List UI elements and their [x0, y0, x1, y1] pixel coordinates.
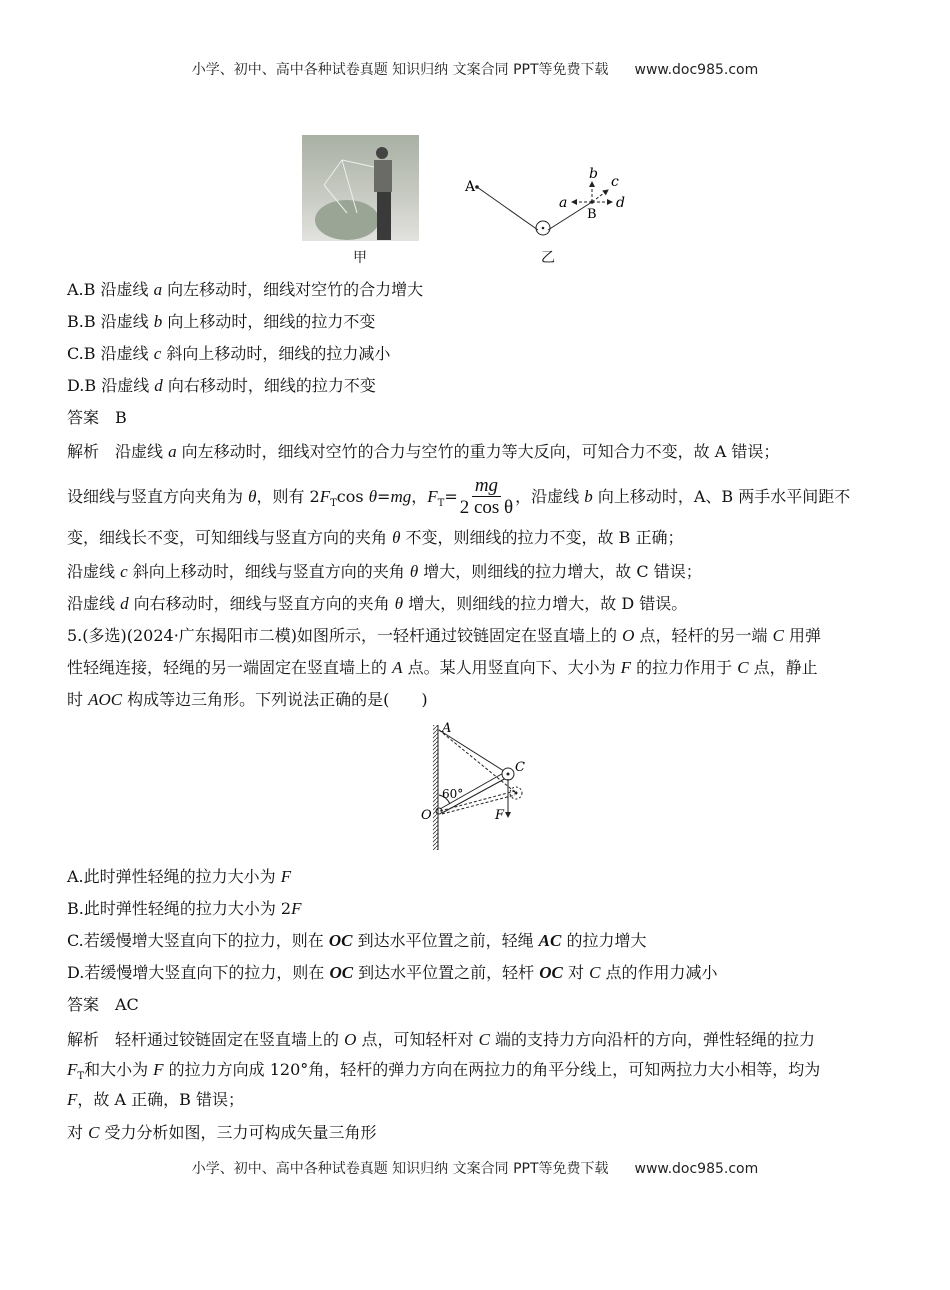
- label-A: A: [442, 721, 452, 736]
- q4-analysis-3: [67, 562, 702, 582]
- math-symbol: c: [120, 562, 128, 581]
- math-symbol: F: [153, 1060, 164, 1079]
- label-a: a: [559, 195, 568, 211]
- q5-options-3: [67, 963, 718, 983]
- math-symbol: C: [88, 1123, 100, 1142]
- q4-analysis-4: [67, 594, 687, 614]
- math-symbol: C: [772, 626, 784, 645]
- q5-analysis-0: [67, 1030, 815, 1050]
- q4-options-3: [67, 376, 376, 396]
- q4-options-2: [67, 344, 390, 364]
- q5-options-2: [67, 931, 646, 951]
- math-symbol: F: [291, 899, 302, 918]
- header-url[interactable]: www.doc985.com: [634, 62, 759, 78]
- q5-analysis-1: [67, 1060, 820, 1087]
- label-angle-60: 60°: [442, 787, 464, 801]
- text-run: 的拉力增大: [561, 931, 647, 950]
- label-C: C: [515, 760, 525, 775]
- math-symbol: a: [168, 442, 177, 461]
- q5-options-1: [67, 899, 302, 919]
- subscript: T: [77, 1071, 85, 1083]
- page-footer: [0, 1158, 950, 1178]
- footer-url[interactable]: www.doc985.com: [634, 1161, 759, 1177]
- q5-stem-1: [67, 658, 818, 678]
- text-run: 沿虚线: [67, 562, 121, 581]
- footer-text: 小学、初中、高中各种试卷真题 知识归纳 文案合同 PPT等免费下载: [191, 1161, 609, 1177]
- text-run: C.B 沿虚线: [67, 344, 154, 363]
- q4-analysis-2: [67, 528, 683, 548]
- text-run: 和大小为: [84, 1060, 154, 1079]
- text-run: =: [444, 487, 458, 506]
- math-symbol: θ: [368, 487, 378, 506]
- text-run: 答案 AC: [67, 995, 139, 1014]
- math-symbol: θ: [394, 594, 404, 613]
- label-b: b: [589, 166, 598, 182]
- text-run: 向右移动时，细线与竖直方向的夹角: [128, 594, 395, 613]
- label-O: O: [421, 808, 432, 823]
- text-run: B.此时弹性轻绳的拉力大小为 2: [67, 899, 292, 918]
- fraction: $\frac{mg}{\text{2 cos θ}}$: [459, 475, 514, 518]
- text-run: 增大，则细线的拉力增大，故 D 错误。: [403, 594, 688, 613]
- text-run: 构成等边三角形。下列说法正确的是( ): [122, 690, 428, 709]
- text-run: D.若缓慢增大竖直向下的拉力，则在: [67, 963, 330, 982]
- text-run: 性轻绳连接，轻绳的另一端固定在竖直墙上的: [67, 658, 393, 677]
- label-F: F: [495, 808, 505, 823]
- math-symbol: O: [344, 1030, 357, 1049]
- q5-options-0: [67, 867, 291, 887]
- q5-answer: [67, 995, 139, 1015]
- math-symbol: a: [153, 280, 163, 299]
- text-run: 5.(多选)(2024·广东揭阳市二模)如图所示，一轻杆通过铰链固定在竖直墙上的: [67, 626, 623, 645]
- math-symbol: AC: [538, 931, 562, 950]
- photo-diabolo-player: [302, 135, 419, 241]
- q4-answer: [67, 408, 127, 428]
- math-symbol: C: [589, 963, 601, 982]
- text-run: ，: [411, 487, 428, 506]
- text-run: 向右移动时，细线的拉力不变: [162, 376, 376, 395]
- text-run: 斜向上移动时，细线与竖直方向的夹角: [127, 562, 410, 581]
- text-run: 变，细线长不变，可知细线与竖直方向的夹角: [67, 528, 393, 547]
- math-symbol: AOC: [88, 690, 123, 709]
- text-run: 点，轻杆的另一端: [634, 626, 773, 645]
- text-run: 的拉力方向成 120°角，轻杆的弹力方向在两拉力的角平分线上，可知两拉力大小相等，均为: [163, 1060, 821, 1079]
- text-run: 不变，则细线的拉力不变，故 B 正确；: [400, 528, 684, 547]
- text-run: 向左移动时，细线对空竹的合力增大: [162, 280, 424, 299]
- math-symbol: F: [427, 487, 438, 506]
- text-run: A.B 沿虚线: [67, 280, 154, 299]
- text-run: 用弹: [783, 626, 822, 645]
- diagram-yi: [460, 160, 660, 270]
- text-run: =: [377, 487, 391, 506]
- text-run: 点。某人用竖直向下、大小为: [402, 658, 621, 677]
- math-symbol: d: [120, 594, 129, 613]
- q5-analysis-3: [67, 1123, 377, 1143]
- math-symbol: O: [622, 626, 635, 645]
- text-run: 对: [562, 963, 590, 982]
- label-c: c: [611, 174, 619, 190]
- q4-analysis-0: [67, 442, 779, 462]
- math-symbol: F: [67, 1090, 78, 1109]
- text-run: 向左移动时，细线对空竹的合力与空竹的重力等大反向，可知合力不变，故 A 错误；: [176, 442, 780, 461]
- label-d: d: [616, 195, 625, 211]
- math-symbol: A: [392, 658, 403, 677]
- text-run: ，故 A 正确，B 错误；: [77, 1090, 244, 1109]
- math-symbol: d: [154, 376, 163, 395]
- text-run: 到达水平位置之前，轻绳: [352, 931, 539, 950]
- math-symbol: b: [584, 487, 593, 506]
- text-run: 点，静止: [748, 658, 818, 677]
- diagram-rod-rope: [400, 715, 550, 855]
- caption-jia: 甲: [353, 250, 367, 266]
- text-run: C.若缓慢增大竖直向下的拉力，则在: [67, 931, 329, 950]
- text-run: D.B 沿虚线: [67, 376, 155, 395]
- text-run: 受力分析如图，三力可构成矢量三角形: [99, 1123, 377, 1142]
- label-B: B: [587, 207, 597, 222]
- math-symbol: F: [280, 867, 292, 886]
- label-A: A: [465, 179, 476, 195]
- text-run: 增大，则细线的拉力增大，故 C 错误；: [418, 562, 702, 581]
- text-run: cos: [336, 487, 369, 506]
- math-symbol: b: [153, 312, 163, 331]
- text-run: 的拉力作用于: [631, 658, 738, 677]
- math-symbol: c: [153, 344, 162, 363]
- text-run: ，沿虚线: [515, 487, 585, 506]
- math-symbol: OC: [539, 963, 563, 982]
- text-run: 沿虚线: [67, 594, 121, 613]
- math-symbol: θ: [392, 528, 401, 547]
- math-symbol: θ: [409, 562, 419, 581]
- header-text: 小学、初中、高中各种试卷真题 知识归纳 文案合同 PPT等免费下载: [191, 62, 609, 78]
- q5-stem-2: [67, 690, 428, 710]
- text-run: 时: [67, 690, 89, 709]
- text-run: A.此时弹性轻绳的拉力大小为: [67, 867, 281, 886]
- math-symbol: F: [67, 1060, 78, 1079]
- q5-analysis-2: [67, 1090, 244, 1110]
- text-run: 解析 沿虚线: [67, 442, 169, 461]
- math-symbol: OC: [329, 963, 354, 982]
- text-run: 设细线与竖直方向夹角为: [67, 487, 249, 506]
- page-header: [0, 59, 950, 79]
- math-symbol: OC: [328, 931, 353, 950]
- text-run: 解析 轻杆通过铰链固定在竖直墙上的: [67, 1030, 345, 1049]
- text-run: 斜向上移动时，细线的拉力减小: [161, 344, 391, 363]
- q4-options-1: [67, 312, 375, 332]
- math-symbol: θ: [248, 487, 257, 506]
- text-run: 点，可知轻杆对: [356, 1030, 479, 1049]
- math-symbol: F: [319, 487, 331, 506]
- math-symbol: F: [620, 658, 632, 677]
- text-run: 到达水平位置之前，轻杆: [353, 963, 540, 982]
- text-run: 端的支持力方向沿杆的方向，弹性轻绳的拉力: [489, 1030, 815, 1049]
- q5-stem-0: [67, 626, 821, 646]
- subscript: T: [437, 498, 445, 510]
- text-run: 对: [67, 1123, 89, 1142]
- math-symbol: C: [478, 1030, 490, 1049]
- q4-options-0: [67, 280, 423, 300]
- text-run: 点的作用力减小: [600, 963, 718, 982]
- math-symbol: mg: [390, 487, 412, 506]
- caption-yi: 乙: [541, 250, 555, 266]
- text-run: 向上移动时，细线的拉力不变: [162, 312, 376, 331]
- q4-analysis-1: [67, 476, 850, 519]
- subscript: T: [330, 498, 337, 510]
- text-run: ，则有 2: [256, 487, 320, 506]
- text-run: 答案 B: [67, 408, 127, 427]
- text-run: B.B 沿虚线: [67, 312, 154, 331]
- text-run: 向上移动时，A、B 两手水平间距不: [592, 487, 851, 506]
- math-symbol: C: [737, 658, 749, 677]
